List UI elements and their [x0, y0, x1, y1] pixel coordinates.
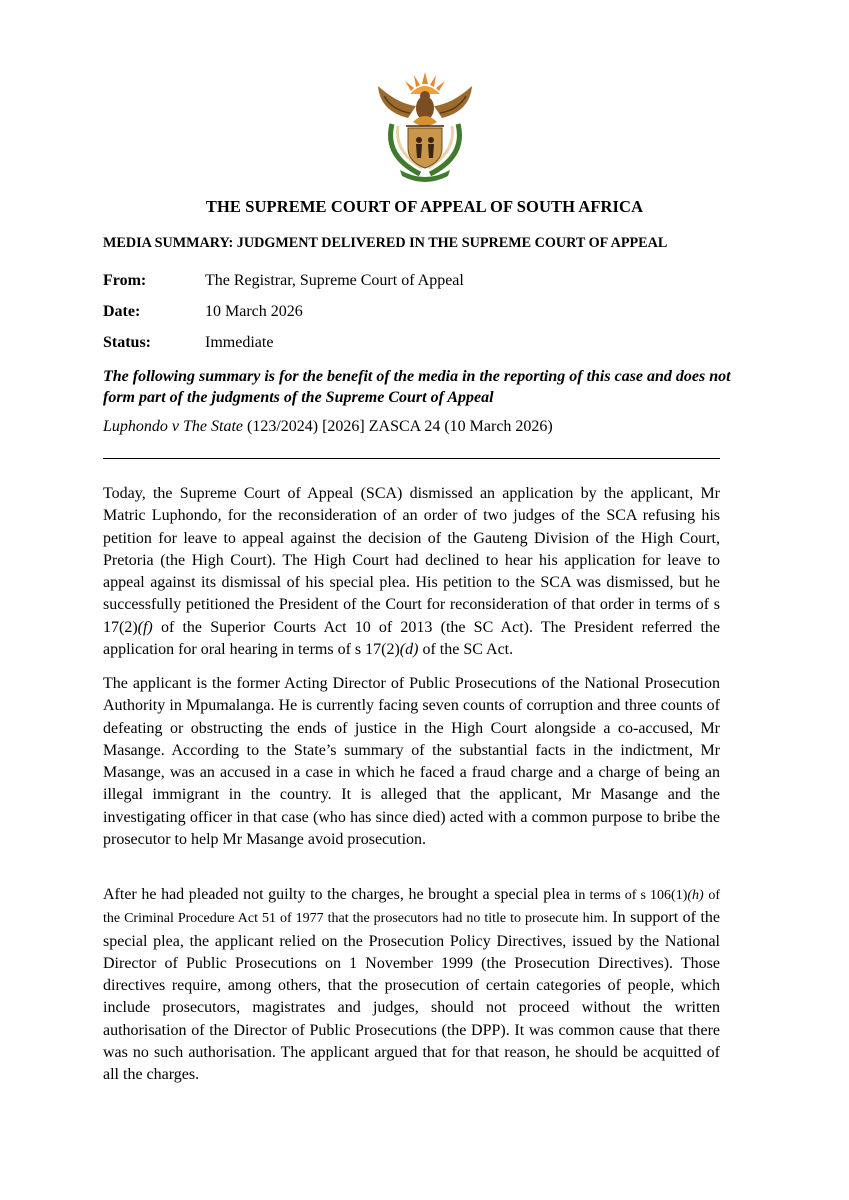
meta-from-row	[103, 272, 464, 290]
p1-text-a: Today, the Supreme Court of Appeal (SCA) dismissed an application by the applicant, Mr Matric Luphondo, for the reconsideration of an order of two judges of the SCA refusing his petition for leave to appeal against the decision of the Gauteng Division of the High Court, Pretoria (the High Court). The High Court had declined to hear his application for leave to appeal against its dismissal of his special plea. His petition to the SCA was dismissed, but he successfully petitioned the President of the Court for reconsideration of that order in terms of s 17(2)	[103, 485, 720, 636]
paragraph-1	[103, 483, 720, 661]
paragraph-3	[103, 884, 720, 1087]
case-citation	[103, 418, 553, 436]
status-label: Status:	[103, 334, 152, 351]
case-reference: (123/2024) [2026] ZASCA 24 (10 March 2026)	[243, 418, 553, 435]
p1-text-c: of the Superior Courts Act 10 of 2013 (the SC Act). The President referred the application for oral hearing in terms of s 17(2)	[103, 618, 720, 659]
p1-text-e: of the SC Act.	[418, 641, 514, 659]
meta-date-row	[103, 303, 303, 321]
status-value: Immediate	[205, 334, 274, 351]
p3-text-c: (h)	[687, 888, 704, 903]
date-value: 10 March 2026	[205, 303, 303, 320]
court-title: THE SUPREME COURT OF APPEAL OF SOUTH AFRICA	[205, 197, 644, 216]
p3-text-d: of the Criminal Procedure Act 51 of 1977 that the prosecutors had no title to prosecute him.	[103, 888, 720, 927]
coat-of-arms-icon	[370, 66, 480, 184]
p1-text-d: (d)	[399, 641, 419, 659]
from-label: From:	[103, 272, 147, 289]
p3-text-e: In support of the special plea, the applicant relied on the Prosecution Policy Directives, issued by the National Director of Public Prosecutions on 1 November 1999 (the Prosecution Directives). Those directives require, among others, that the prosecution of certain categories of people, which include prosecutors, magistrates and judges, should not proceed without the written authorisation of the Director of Public Prosecutions (the DPP). It was common cause that there was no such authorisation. The applicant argued that for that reason, he should be acquitted of all the charges.	[103, 909, 720, 1084]
p3-text-a: After he had pleaded not guilty to the charges, he brought a special plea	[103, 886, 575, 903]
media-summary-heading: MEDIA SUMMARY: JUDGMENT DELIVERED IN THE SUPREME COURT OF APPEAL	[103, 235, 668, 251]
p3-text-b: in terms of s 106(1)	[574, 888, 688, 903]
from-value: The Registrar, Supreme Court of Appeal	[205, 272, 464, 289]
case-name: Luphondo v The State	[103, 418, 243, 435]
date-label: Date:	[103, 303, 141, 320]
paragraph-2: The applicant is the former Acting Director of Public Prosecutions of the National Prosecution Authority in Mpumalanga. He is currently facing seven counts of corruption and three counts of defeating or obstructing the ends of justice in the High Court alongside a co-accused, Mr Masange. According to the State’s summary of the substantial facts in the indictment, Mr Masange, was an accused in a case in which he faced a fraud charge and a charge of being an illegal immigrant in the country. It is alleged that the applicant, Mr Masange and the investigating officer in that case (who has since died) acted with a common purpose to bribe the prosecutor to help Mr Masange avoid prosecution.	[103, 675, 720, 849]
p1-text-b: (f)	[137, 618, 153, 636]
meta-status-row	[103, 334, 273, 352]
media-disclaimer: The following summary is for the benefit of the media in the reporting of this case and does not form part of the judgments of the Supreme Court of Appeal	[103, 368, 731, 406]
horizontal-divider	[103, 458, 720, 459]
